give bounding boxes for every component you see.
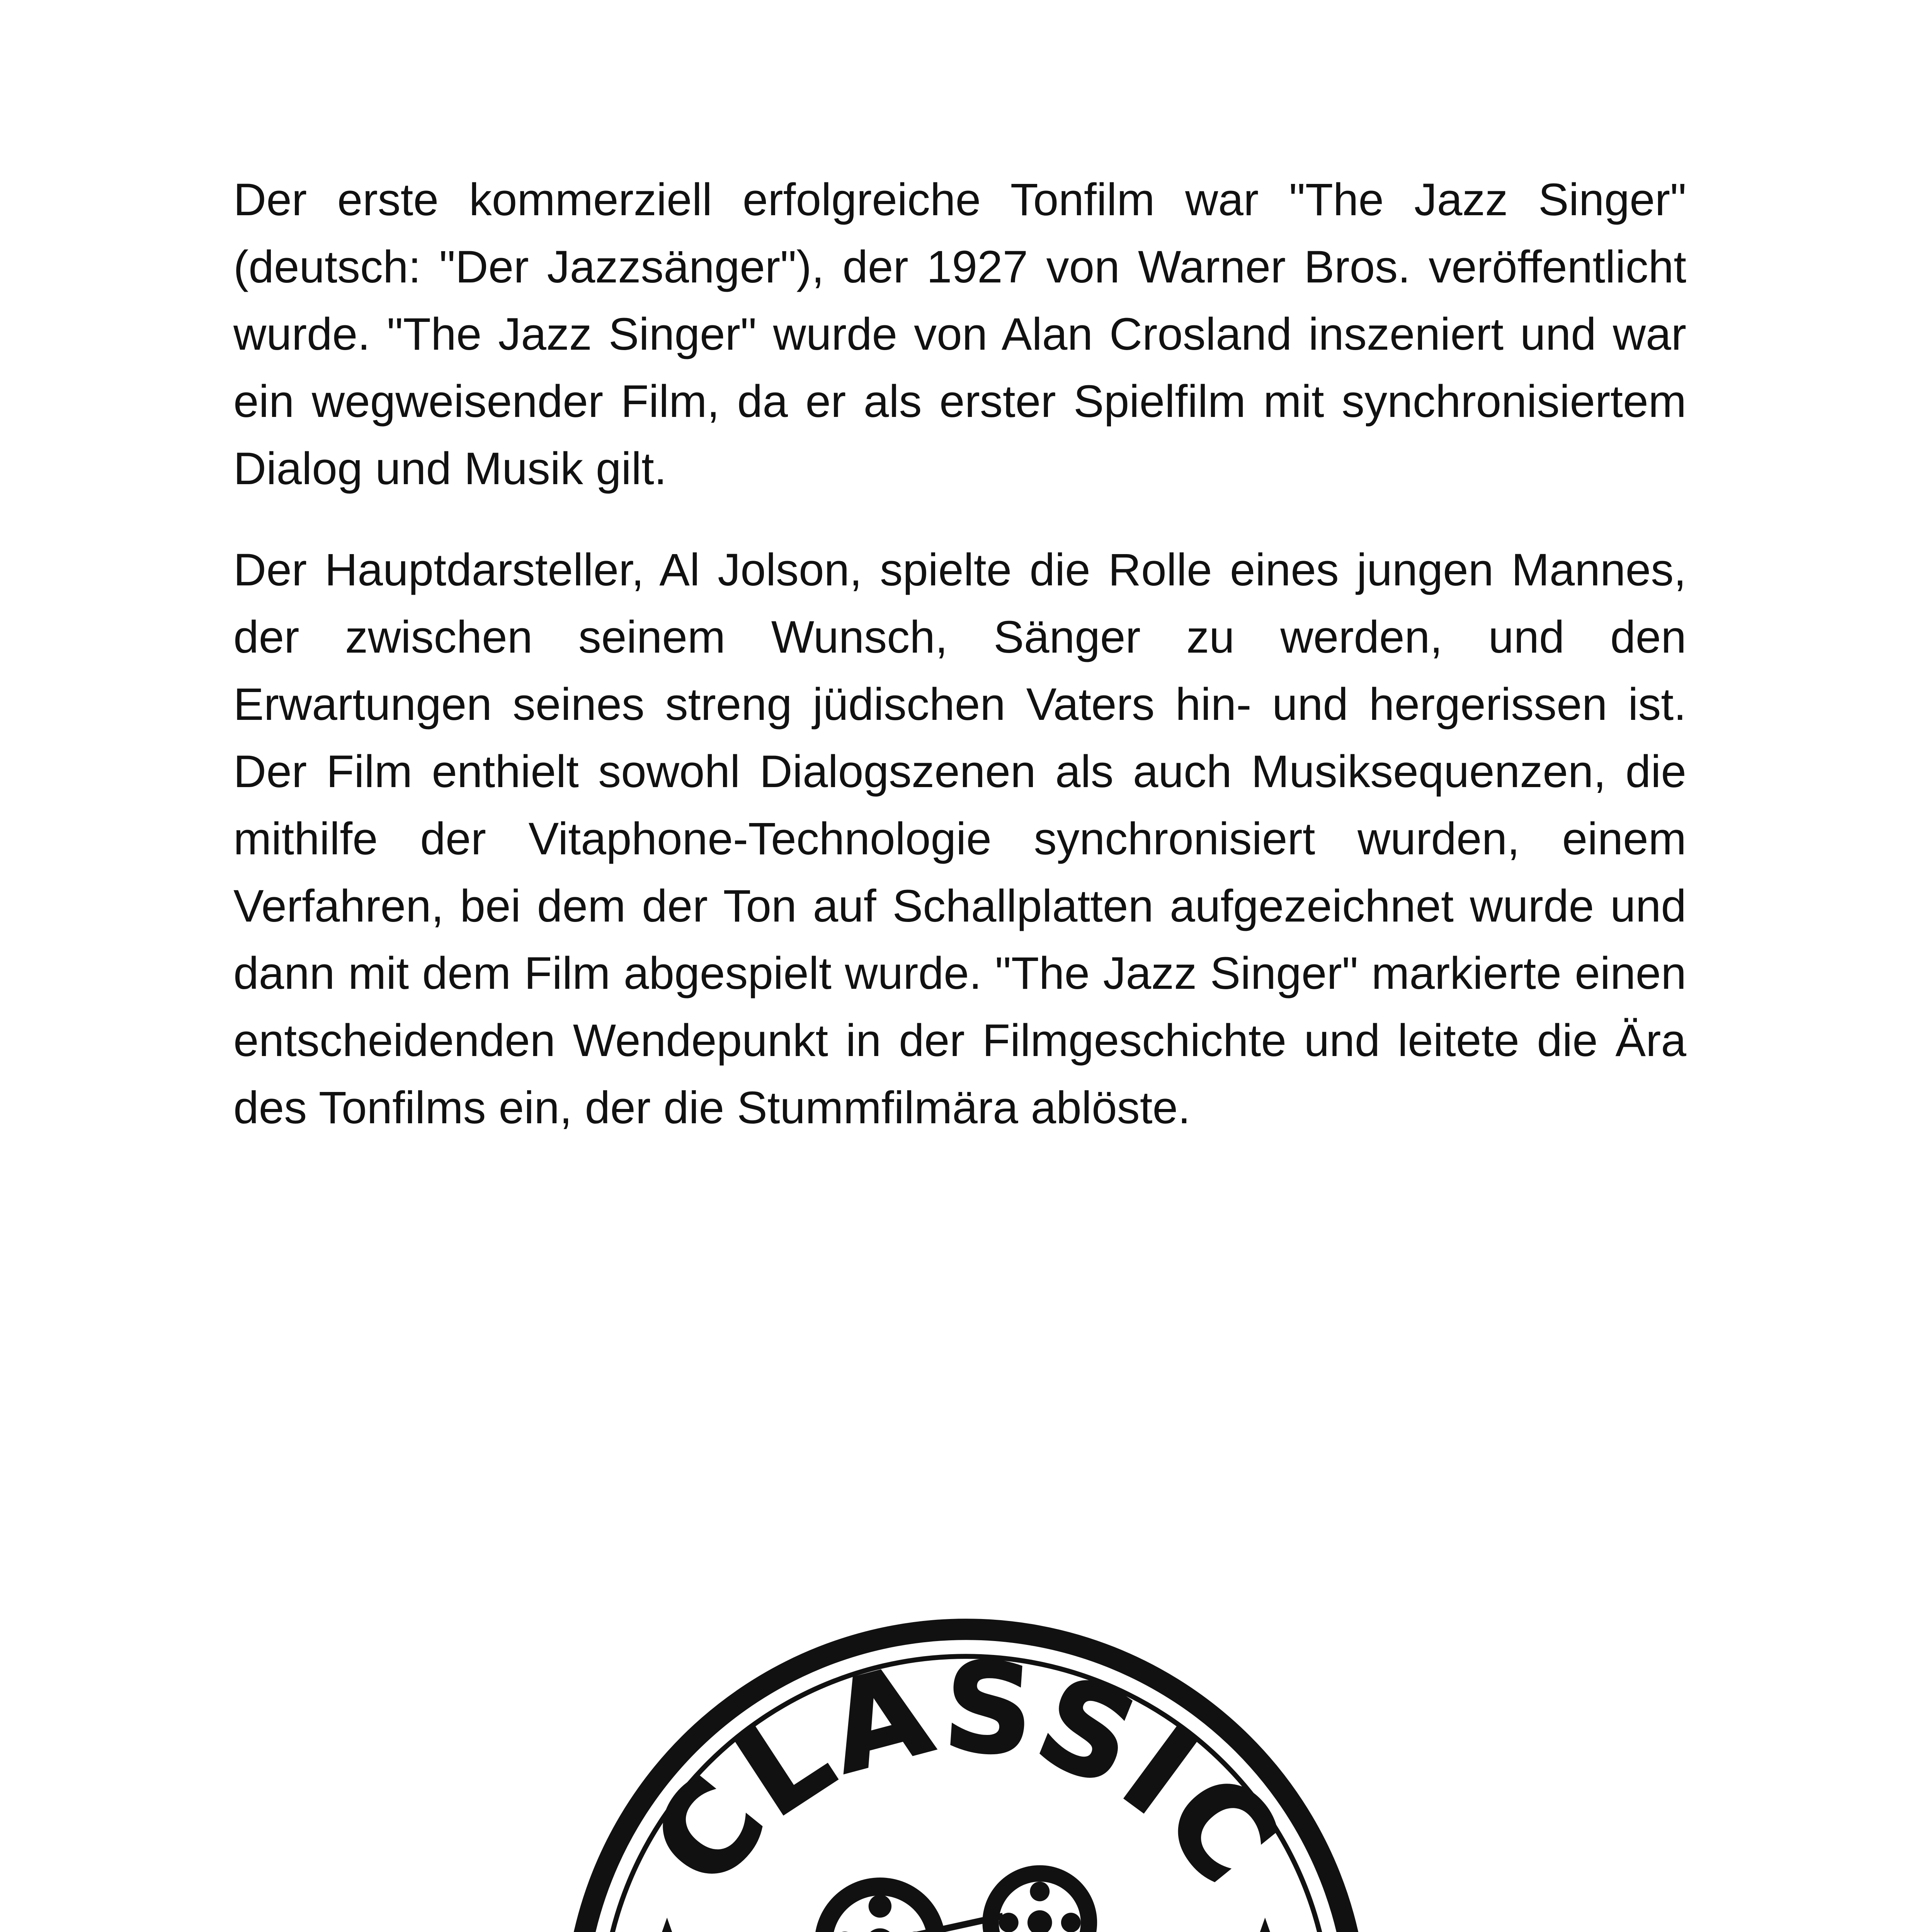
right-star-icon — [1219, 1923, 1311, 1932]
left-star-icon — [621, 1923, 713, 1932]
stamp-top-text: CLASSIC — [624, 1634, 1308, 1912]
body-text — [233, 166, 1686, 1175]
paragraph-jazz-singer-intro: Der erste kommerziell erfolgreiche Tonfilm war "The Jazz Singer" (deutsch: "Der Jazzsänger"), der 1927 von Warner Bros. veröffentlicht wurde. "The Jazz Singer" wurde von Alan Crosland inszeniert und war ein wegweisender Film, da er als erster Spielfilm mit synchronisiertem Dialog und Musik gilt. — [233, 174, 1686, 494]
film-projector-icon — [802, 1865, 1097, 1932]
classic-movies-stamp — [556, 1611, 1376, 1932]
classic-movies-stamp-svg — [556, 1611, 1376, 1932]
paragraph-al-jolson: Der Hauptdarsteller, Al Jolson, spielte die Rolle eines jungen Mannes, der zwischen seinem Wunsch, Sänger zu werden, und den Erwartungen seines streng jüdischen Vaters hin- und hergerissen ist. Der Film enthielt sowohl Dialogszenen als auch Musiksequenzen, die mithilfe der Vitaphone-Technologie synchronisiert wurden, einem Verfahren, bei dem der Ton auf Schallplatten aufgezeichnet wurde und dann mit dem Film abgespielt wurde. "The Jazz Singer" markierte einen entscheidenden Wendepunkt in der Filmgeschichte und leitete die Ära des Tonfilms ein, der die Stummfilmära ablöste. — [233, 544, 1686, 1133]
